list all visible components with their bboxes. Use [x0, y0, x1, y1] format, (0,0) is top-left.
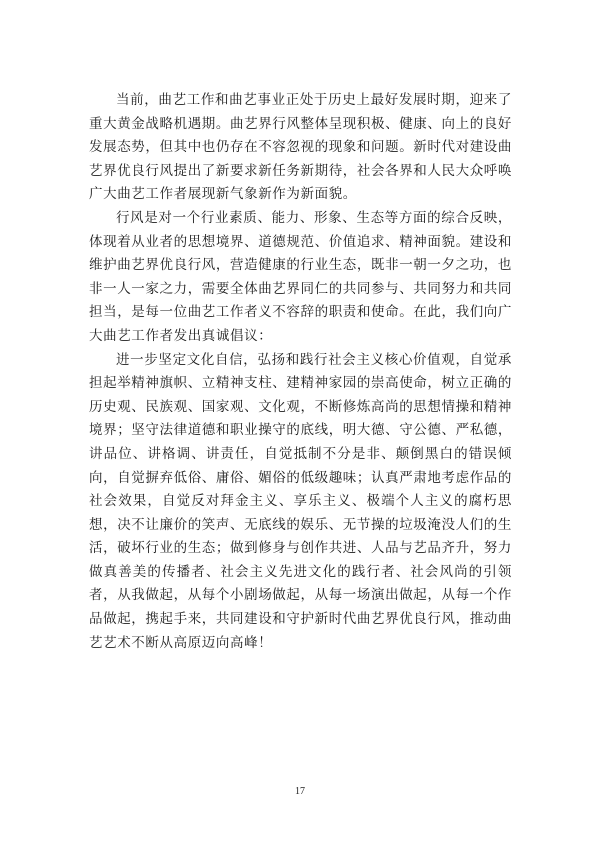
paragraph-industry-style: 行风是对一个行业素质、能力、形象、生态等方面的综合反映，体现着从业者的思想境界、道德规范、价值追求、精神面貌。建设和维护曲艺界优良行风，营造健康的行业生态，既非一朝一夕之功，也非一人一家之力，需要全体曲艺界同仁的共同参与、共同努力和共同担当，是每一位曲艺工作者义不容辞的职责和使命。在此，我们向广大曲艺工作者发出真诚倡议： [89, 209, 512, 344]
paragraph-intro: 当前，曲艺工作和曲艺事业正处于历史上最好发展时期，迎来了重大黄金战略机遇期。曲艺界行风整体呈现积极、健康、向上的良好发展态势，但其中也仍存在不容忽视的现象和问题。新时代对建设曲艺界优良行风提出了新要求新任务新期待，社会各界和人民大众呼唤广大曲艺工作者展现新气象新作为新面貌。 [89, 92, 512, 203]
document-body [89, 89, 512, 655]
paragraph-initiative: 进一步坚定文化自信，弘扬和践行社会主义核心价值观，自觉承担起举精神旗帜、立精神支柱、建精神家园的崇高使命，树立正确的历史观、民族观、国家观、文化观，不断修炼高尚的思想情操和精神境界；坚守法律道德和职业操守的底线，明大德、守公德、严私德，讲品位、讲格调、讲责任，自觉抵制不分是非、颠倒黑白的错误倾向，自觉摒弃低俗、庸俗、媚俗的低级趣味；认真严肃地考虑作品的社会效果，自觉反对拜金主义、享乐主义、极端个人主义的腐朽思想，决不让廉价的笑声、无底线的娱乐、无节操的垃圾淹没人们的生活，破坏行业的生态；做到修身与创作共进、人品与艺品齐升，努力做真善美的传播者、社会主义先进文化的践行者、社会风尚的引领者，从我做起，从每个小剧场做起，从每一场演出做起，从每一个作品做起，携起手来，共同建设和守护新时代曲艺界优良行风，推动曲艺艺术不断从高原迈向高峰！ [89, 351, 512, 651]
page-number: 17 [295, 786, 305, 797]
